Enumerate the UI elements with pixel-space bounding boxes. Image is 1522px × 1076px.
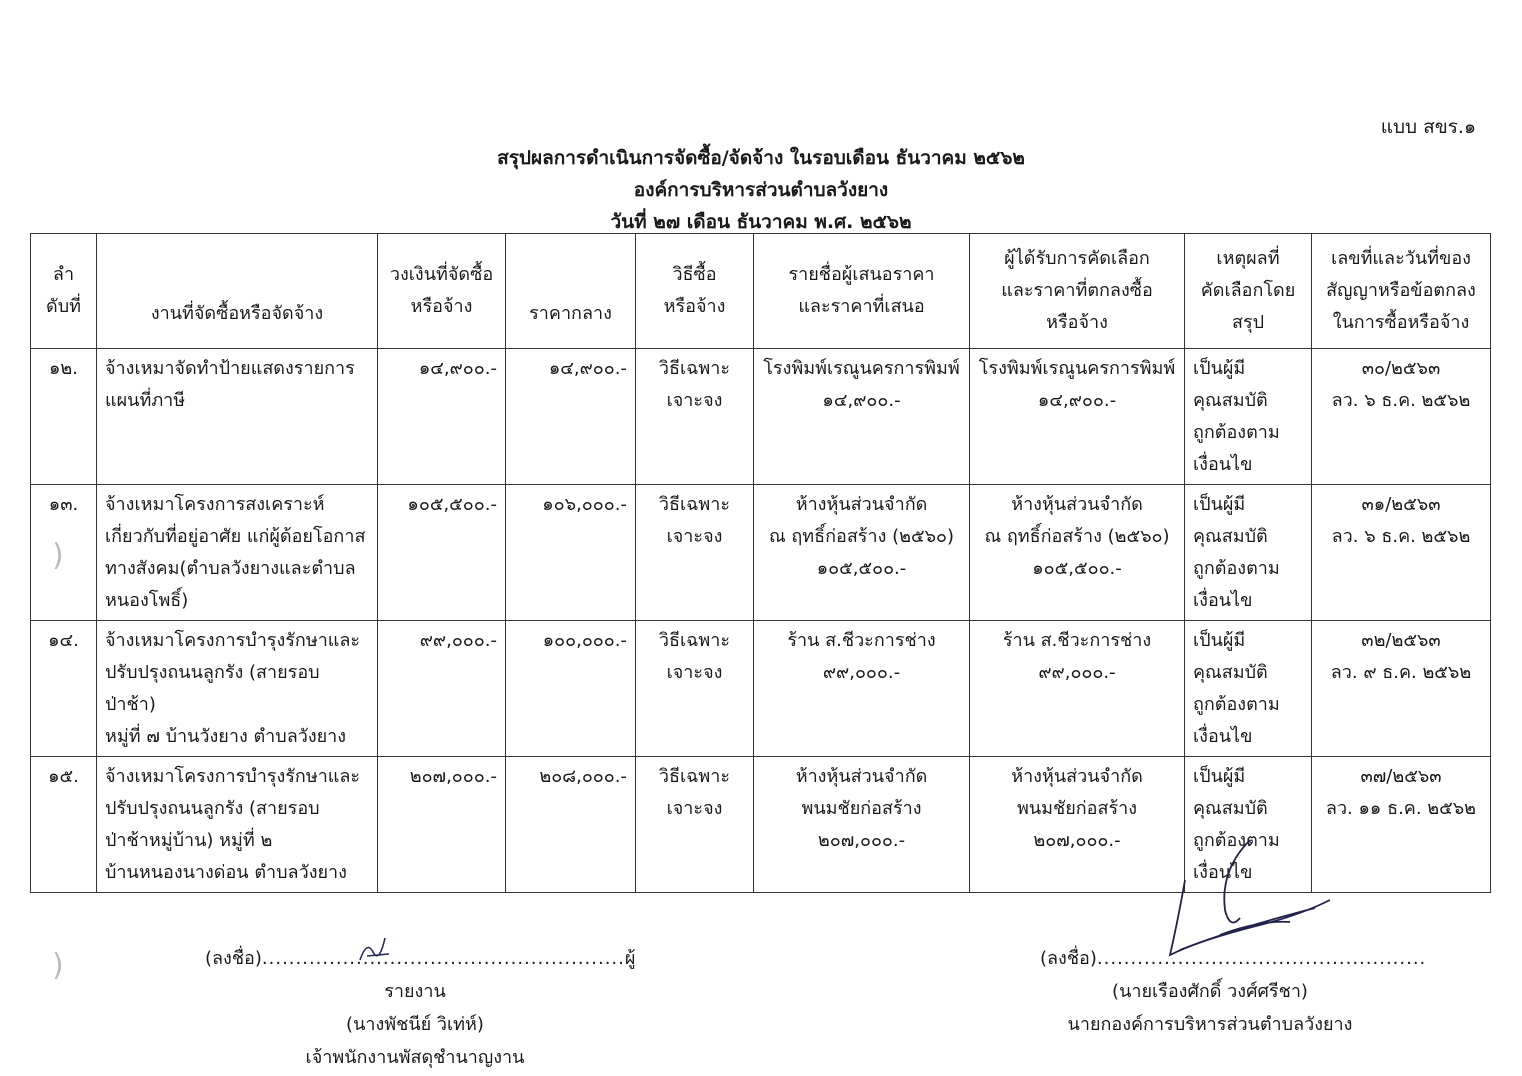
header-selected: ผู้ได้รับการคัดเลือก และราคาที่ตกลงซื้อ หรือจ้าง (970, 234, 1185, 349)
cell-bidders: ห้างหุ้นส่วนจำกัด พนมชัยก่อสร้าง ๒๐๗,๐๐๐.- (754, 757, 970, 893)
cell-no: ๑๕. (31, 757, 97, 893)
sign-prefix: (ลงชื่อ) (205, 948, 262, 969)
cell-no: ๑๓. (31, 485, 97, 621)
table-header-row (31, 234, 1491, 349)
report-title: สรุปผลการดำเนินการจัดซื้อ/จัดจ้าง ในรอบเดือน ธันวาคม ๒๕๖๒ (497, 147, 1025, 169)
cell-median: ๑๔,๙๐๐.- (506, 349, 636, 485)
approver-name: (นายเรืองศักดิ์ วงศ์ศรีชา) (1112, 981, 1308, 1002)
sign-prefix: (ลงชื่อ) (1040, 948, 1097, 969)
cell-budget: ๒๐๗,๐๐๐.- (378, 757, 506, 893)
approver-position: นายกองค์การบริหารส่วนตำบลวังยาง (1067, 1014, 1353, 1035)
cell-task: จ้างเหมาโครงการบำรุงรักษาและ ปรับปรุงถนนลูกรัง (สายรอบ ป่าช้าหมู่บ้าน) หมู่ที่ ๒ บ้านหนองนางด่อน ตำบลวังยาง (97, 757, 378, 893)
cell-selected: ร้าน ส.ชีวะการช่าง ๙๙,๐๐๐.- (970, 621, 1185, 757)
cell-reason: เป็นผู้มี คุณสมบัติ ถูกต้องตาม เงื่อนไข (1185, 757, 1312, 893)
signature-dots: ...................................................... (261, 948, 625, 969)
cell-contract: ๓๗/๒๕๖๓ ลว. ๑๑ ธ.ค. ๒๕๖๒ (1312, 757, 1491, 893)
reporter-signature-scribble (355, 930, 395, 970)
reporter-name: (นางพัชนีย์ วิเท่ห์) (346, 1014, 484, 1035)
report-date: วันที่ ๒๗ เดือน ธันวาคม พ.ศ. ๒๕๖๒ (610, 211, 912, 233)
cell-budget: ๙๙,๐๐๐.- (378, 621, 506, 757)
header-method: วิธีซื้อ หรือจ้าง (636, 234, 754, 349)
cell-budget: ๑๐๕,๕๐๐.- (378, 485, 506, 621)
punch-hole-mark: ) (52, 948, 64, 983)
approver-signature-scribble (1140, 830, 1350, 980)
table-row (31, 621, 1491, 757)
cell-reason: เป็นผู้มี คุณสมบัติ ถูกต้องตาม เงื่อนไข (1185, 349, 1312, 485)
cell-selected: โรงพิมพ์เรณูนครการพิมพ์ ๑๔,๙๐๐.- (970, 349, 1185, 485)
cell-contract: ๓๐/๒๕๖๓ ลว. ๖ ธ.ค. ๒๕๖๒ (1312, 349, 1491, 485)
cell-contract: ๓๒/๒๕๖๓ ลว. ๙ ธ.ค. ๒๕๖๒ (1312, 621, 1491, 757)
cell-method: วิธีเฉพาะ เจาะจง (636, 485, 754, 621)
header-budget: วงเงินที่จัดซื้อ หรือจ้าง (378, 234, 506, 349)
signature-dots: ................................................. (1096, 948, 1427, 969)
table-row (31, 349, 1491, 485)
header-item-no: ลำ ดับที่ (31, 234, 97, 349)
cell-bidders: ร้าน ส.ชีวะการช่าง ๙๙,๐๐๐.- (754, 621, 970, 757)
cell-task: จ้างเหมาโครงการสงเคราะห์ เกี่ยวกับที่อยู่อาศัย แก่ผู้ด้อยโอกาส ทางสังคม(ตำบลวังยางและตำบล หนองโพธิ์) (97, 485, 378, 621)
cell-task: จ้างเหมาโครงการบำรุงรักษาและ ปรับปรุงถนนลูกรัง (สายรอบป่าช้า) หมู่ที่ ๗ บ้านวังยาง ตำบลวังยาง (97, 621, 378, 757)
sign-suffix: ผู้รายงาน (384, 948, 636, 1002)
organization-name: องค์การบริหารส่วนตำบลวังยาง (633, 179, 889, 201)
cell-no: ๑๒. (31, 349, 97, 485)
reporter-sign-line (205, 942, 636, 1008)
reporter-signature-block (205, 942, 636, 1074)
cell-method: วิธีเฉพาะ เจาะจง (636, 757, 754, 893)
header-median-price: ราคากลาง (506, 234, 636, 349)
cell-method: วิธีเฉพาะ เจาะจง (636, 621, 754, 757)
reporter-position: เจ้าพนักงานพัสดุชำนาญงาน (305, 1047, 525, 1068)
cell-median: ๒๐๘,๐๐๐.- (506, 757, 636, 893)
cell-reason: เป็นผู้มี คุณสมบัติ ถูกต้องตาม เงื่อนไข (1185, 621, 1312, 757)
cell-contract: ๓๑/๒๕๖๓ ลว. ๖ ธ.ค. ๒๕๖๒ (1312, 485, 1491, 621)
punch-hole-mark: ) (52, 538, 64, 573)
cell-bidders: ห้างหุ้นส่วนจำกัด ณ ฤทธิ์ก่อสร้าง (๒๕๖๐) ๑๐๕,๕๐๐.- (754, 485, 970, 621)
header-reason: เหตุผลที่ คัดเลือกโดย สรุป (1185, 234, 1312, 349)
cell-method: วิธีเฉพาะ เจาะจง (636, 349, 754, 485)
table-row (31, 485, 1491, 621)
procurement-table (30, 233, 1491, 893)
cell-task: จ้างเหมาจัดทำป้ายแสดงรายการ แผนที่ภาษี (97, 349, 378, 485)
cell-median: ๑๐๐,๐๐๐.- (506, 621, 636, 757)
form-code: แบบ สขร.๑ (1380, 116, 1476, 138)
cell-budget: ๑๔,๙๐๐.- (378, 349, 506, 485)
header-contract: เลขที่และวันที่ของ สัญญาหรือข้อตกลง ในการซื้อหรือจ้าง (1312, 234, 1491, 349)
cell-selected: ห้างหุ้นส่วนจำกัด ณ ฤทธิ์ก่อสร้าง (๒๕๖๐) ๑๐๕,๕๐๐.- (970, 485, 1185, 621)
cell-bidders: โรงพิมพ์เรณูนครการพิมพ์ ๑๔,๙๐๐.- (754, 349, 970, 485)
cell-reason: เป็นผู้มี คุณสมบัติ ถูกต้องตาม เงื่อนไข (1185, 485, 1312, 621)
header-task: งานที่จัดซื้อหรือจัดจ้าง (97, 234, 378, 349)
document-header (0, 142, 1522, 238)
cell-no: ๑๔. (31, 621, 97, 757)
cell-median: ๑๐๖,๐๐๐.- (506, 485, 636, 621)
header-bidders: รายชื่อผู้เสนอราคา และราคาที่เสนอ (754, 234, 970, 349)
cell-selected: ห้างหุ้นส่วนจำกัด พนมชัยก่อสร้าง ๒๐๗,๐๐๐.- (970, 757, 1185, 893)
